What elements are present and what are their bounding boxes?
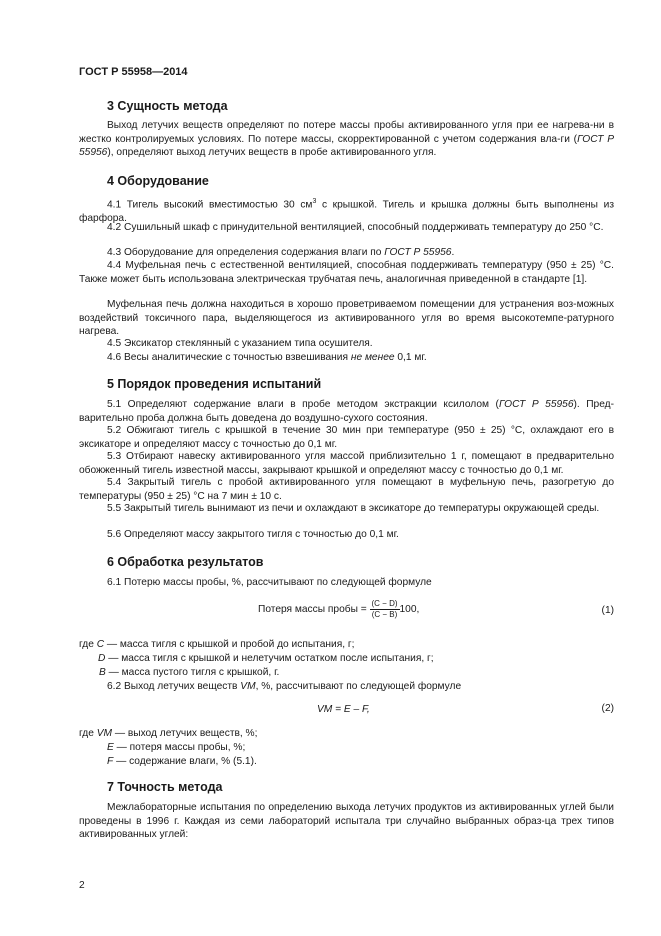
section-4-title: 4 Оборудование — [107, 174, 209, 188]
para-4-4: 4.4 Муфельная печь с естественной вентиляцией, способная поддерживать температуру (950 ± 25) °С. Также может быть использована электрическая трубчатая печь, аналогичная приведенной в стандарте [1]. — [79, 260, 614, 285]
para-5-2: 5.2 Обжигают тигель с крышкой в течение 30 мин при температуре (950 ± 25) °С, охлаждают его в эксикаторе и определяют массу с точностью до 0,1 мг. — [79, 425, 614, 450]
formula-2: VM = E – F, — [317, 704, 370, 715]
para-4-3: 4.3 Оборудование для определения содержания влаги по ГОСТ Р 55956. — [107, 247, 455, 258]
para-5-4: 5.4 Закрытый тигель с пробой активированного угля помещают в муфельную печь, разогретую до температуры (950 ± 25) °С на 7 мин ± 10 с. — [79, 477, 614, 502]
where-e: E — потеря массы пробы, %; — [107, 742, 246, 753]
section-7-title: 7 Точность метода — [107, 780, 223, 794]
formula-1: Потеря массы пробы = $\frac{(C - D)}{(C - B)}$ 100, — [258, 599, 420, 619]
where-d: D — масса тигля с крышкой и нелетучим остатком после испытания, г; — [98, 653, 434, 664]
para-5-6: 5.6 Определяют массу закрытого тигля с точностью до 0,1 мг. — [107, 529, 399, 540]
document-header: ГОСТ Р 55958—2014 — [79, 66, 188, 78]
para-4-6: 4.6 Весы аналитические с точностью взвешивания не менее 0,1 мг. — [107, 352, 427, 363]
para-4-1: 4.1 Тигель высокий вместимостью 30 $см^3$ с крышкой. Тигель и крышка должны быть выполнены из фарфора. — [79, 198, 614, 224]
page-number: 2 — [79, 880, 85, 891]
para-6-1: 6.1 Потерю массы пробы, %, рассчитывают по следующей формуле — [107, 577, 432, 588]
para-4-2: 4.2 Сушильный шкаф с принудительной вентиляцией, способный поддерживать температуру до 250 °С. — [107, 222, 604, 233]
para-5-3: 5.3 Отбирают навеску активированного угля массой приблизительно 1 г, помещают в предварительно обожженный тигель известной массы, закрывают крышкой и определяют массу с точностью до 0,1 мг. — [79, 451, 614, 476]
formula-1-fraction: $\frac{(C - D)}{(C - B)}$ — [371, 599, 398, 619]
section-5-title: 5 Порядок проведения испытаний — [107, 377, 322, 391]
where-vm: где VM — выход летучих веществ, %; — [79, 728, 258, 739]
para-4-4-note: Муфельная печь должна находиться в хорошо проветриваемом помещении для устранения воз-можных воздействий токсичного пара, выделяющегося из активированного угля во время высокотемпе-ратурного нагрева. — [79, 299, 614, 338]
para-6-2: 6.2 Выход летучих веществ VM, %, рассчитывают по следующей формуле — [107, 681, 462, 692]
section-7-paragraph: Межлабораторные испытания по определению выхода летучих продуктов из активированных углей были проведены в 1996 г. Каждая из семи лабораторий испытала три случайно выбранных образ-ца трех типов активированных углей: — [79, 802, 614, 841]
para-5-1: 5.1 Определяют содержание влаги в пробе методом экстракции ксилолом (ГОСТ Р 55956). Пред-варительно проба должна быть доведена до воздушно-сухого состояния. — [79, 399, 614, 424]
formula-1-number: (1) — [601, 605, 614, 616]
section-3-title: 3 Сущность метода — [107, 99, 228, 113]
where-c: где С — масса тигля с крышкой и пробой до испытания, г; — [79, 639, 355, 650]
formula-2-number: (2) — [601, 703, 614, 714]
para-4-5: 4.5 Эксикатор стеклянный с указанием типа осушителя. — [107, 338, 373, 349]
where-f: F — содержание влаги, % (5.1). — [107, 756, 257, 767]
section-3-paragraph: Выход летучих веществ определяют по потере массы пробы активированного угля при ее нагрева-ни в жестко контролируемых условиях. По потере массы, скорректированной с учетом содержания вла-ги (ГОСТ Р 55956), определяют выход летучих веществ в пробе активированного угля. — [79, 120, 614, 159]
para-5-5: 5.5 Закрытый тигель вынимают из печи и охлаждают в эксикаторе до температуры окружающей среды. — [107, 503, 600, 514]
where-b: В — масса пустого тигля с крышкой, г. — [99, 667, 280, 678]
section-6-title: 6 Обработка результатов — [107, 555, 264, 569]
